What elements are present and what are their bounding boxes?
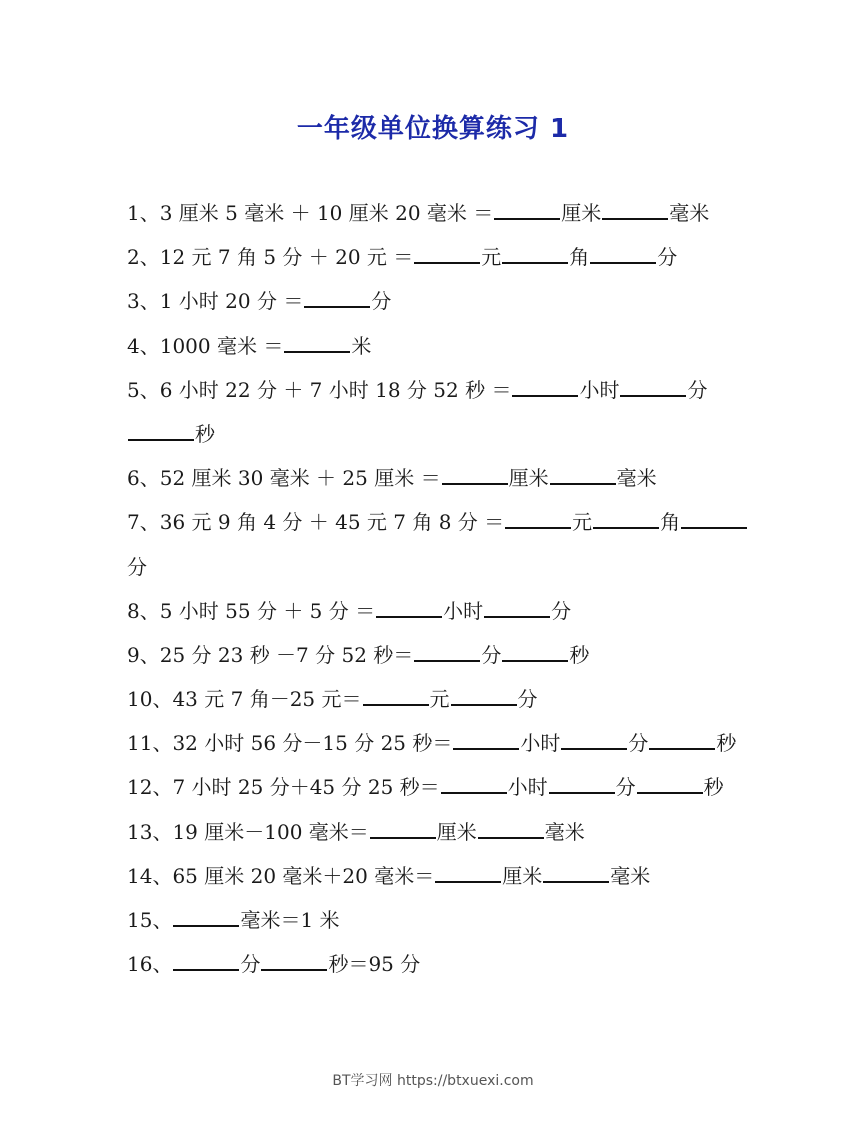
answer-blank[interactable]: [593, 505, 659, 529]
answer-blank[interactable]: [451, 682, 517, 706]
question-text: 厘米: [502, 863, 543, 888]
question-text: 11、32 小时 56 分－15 分 25 秒＝: [127, 731, 453, 756]
question-text: 3、1 小时 20 分 ＝: [127, 289, 304, 314]
question-11: [127, 726, 747, 770]
footer-watermark: BT学习网 https://btxuexi.com: [332, 1073, 534, 1089]
question-text: 元: [429, 687, 450, 712]
question-text: 厘米: [436, 819, 477, 844]
question-text: 元: [481, 245, 502, 270]
answer-blank[interactable]: [620, 373, 686, 397]
question-text: 2、12 元 7 角 5 分 ＋ 20 元 ＝: [127, 245, 414, 270]
question-14: [127, 859, 747, 903]
question-text: 分: [517, 687, 538, 712]
question-text: 小时: [520, 731, 561, 756]
answer-blank[interactable]: [505, 505, 571, 529]
question-text: 厘米: [508, 466, 549, 491]
question-text: 16、: [127, 952, 173, 977]
question-text: 毫米: [669, 201, 710, 225]
question-text: 小时: [443, 598, 484, 623]
answer-blank[interactable]: [681, 505, 747, 529]
question-text: 4、1000 毫米 ＝: [127, 333, 284, 358]
question-text: 10、43 元 7 角－25 元＝: [127, 687, 362, 712]
answer-blank[interactable]: [543, 859, 609, 883]
answer-blank[interactable]: [512, 373, 578, 397]
answer-blank[interactable]: [502, 240, 568, 264]
answer-blank[interactable]: [550, 461, 616, 485]
question-text: 厘米: [561, 201, 602, 225]
question-text: 1、3 厘米 5 毫米 ＋ 10 厘米 20 毫米 ＝: [127, 201, 494, 225]
question-6: [127, 461, 747, 505]
question-text: 5、6 小时 22 分 ＋ 7 小时 18 分 52 秒 ＝: [127, 377, 512, 402]
answer-blank[interactable]: [304, 284, 370, 308]
answer-blank[interactable]: [414, 240, 480, 264]
answer-blank[interactable]: [284, 329, 350, 353]
question-text: 分: [657, 245, 678, 270]
question-text: 小时: [507, 775, 548, 800]
answer-blank[interactable]: [484, 594, 550, 618]
question-text: 7、36 元 9 角 4 分 ＋ 45 元 7 角 8 分 ＝: [127, 510, 505, 535]
answer-blank[interactable]: [502, 638, 568, 662]
question-text: 秒: [716, 731, 737, 756]
answer-blank[interactable]: [370, 815, 436, 839]
answer-blank[interactable]: [561, 726, 627, 750]
answer-blank[interactable]: [128, 417, 194, 441]
question-text: 毫米: [544, 819, 585, 844]
answer-blank[interactable]: [453, 726, 519, 750]
question-2: [127, 240, 747, 284]
answer-blank[interactable]: [549, 770, 615, 794]
answer-blank[interactable]: [637, 770, 703, 794]
question-text: 分: [240, 952, 261, 977]
question-text: 9、25 分 23 秒 －7 分 52 秒＝: [127, 642, 414, 667]
answer-blank[interactable]: [435, 859, 501, 883]
answer-blank[interactable]: [442, 461, 508, 485]
question-5: [127, 373, 747, 417]
question-7-continued: [127, 550, 747, 594]
question-9: [127, 638, 747, 682]
question-text: 秒: [569, 642, 590, 667]
question-text: 15、: [127, 908, 173, 932]
question-12: [127, 770, 747, 814]
question-text: 分: [687, 377, 708, 402]
question-text: 毫米: [610, 863, 651, 888]
question-5-continued: [127, 417, 747, 461]
question-text: 分: [481, 642, 502, 667]
answer-blank[interactable]: [602, 196, 668, 220]
question-list: [127, 196, 747, 991]
question-13: [127, 815, 747, 859]
answer-blank[interactable]: [173, 947, 239, 971]
question-text: 秒: [195, 421, 215, 446]
answer-blank[interactable]: [441, 770, 507, 794]
question-text: 分: [615, 775, 636, 800]
answer-blank[interactable]: [414, 638, 480, 662]
question-text: 角: [660, 510, 681, 535]
question-text: 13、19 厘米－100 毫米＝: [127, 819, 369, 844]
question-text: 小时: [579, 377, 620, 402]
answer-blank[interactable]: [376, 594, 442, 618]
question-text: 元: [572, 510, 593, 535]
question-text: 分: [628, 731, 649, 756]
question-text: 分: [127, 554, 147, 579]
question-3: [127, 284, 747, 328]
question-4: [127, 329, 747, 373]
question-text: 秒: [703, 775, 724, 800]
question-text: 秒＝95 分: [328, 952, 421, 977]
question-text: 米: [351, 333, 372, 358]
question-16: [127, 947, 747, 991]
question-text: 分: [551, 598, 572, 623]
answer-blank[interactable]: [173, 903, 239, 927]
question-8: [127, 594, 747, 638]
answer-blank[interactable]: [478, 815, 544, 839]
question-1: [127, 196, 747, 240]
question-text: 角: [569, 245, 590, 270]
page-title: 一年级单位换算练习 1: [296, 114, 570, 144]
question-text: 分: [371, 289, 392, 314]
question-7: [127, 505, 747, 549]
answer-blank[interactable]: [494, 196, 560, 220]
question-text: 毫米＝1 米: [240, 908, 340, 932]
answer-blank[interactable]: [649, 726, 715, 750]
question-text: 8、5 小时 55 分 ＋ 5 分 ＝: [127, 598, 376, 623]
question-text: 14、65 厘米 20 毫米＋20 毫米＝: [127, 863, 435, 888]
question-10: [127, 682, 747, 726]
question-text: 6、52 厘米 30 毫米 ＋ 25 厘米 ＝: [127, 466, 441, 491]
answer-blank[interactable]: [261, 947, 327, 971]
question-text: 毫米: [616, 466, 657, 491]
question-15: [127, 903, 747, 947]
question-text: 12、7 小时 25 分＋45 分 25 秒＝: [127, 775, 440, 800]
answer-blank[interactable]: [363, 682, 429, 706]
answer-blank[interactable]: [590, 240, 656, 264]
